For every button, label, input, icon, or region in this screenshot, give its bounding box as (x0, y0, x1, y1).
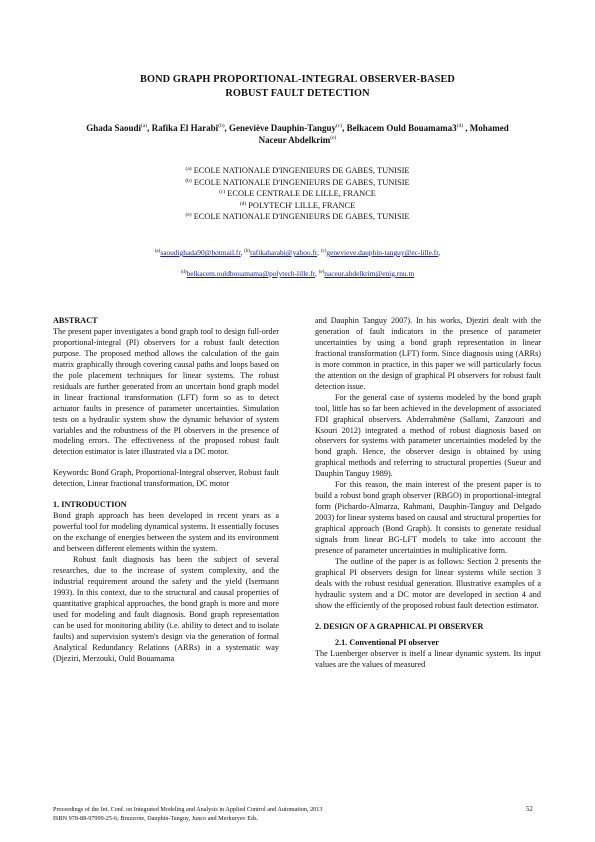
paragraph: and Dauphin Tanguy 2007). In his works, Djeziri dealt with the generation of fault indicators in the presence of parameter uncertainties by using a bond graph representation in linear fractional transformation (LFT) form. Since diagnosis using (ARRs) is more common in practice, in this paper we will particularly focus the attention on the design of graphical PI observers for robust fault detection issue. (315, 316, 541, 391)
affiliation-marker: (a) (185, 166, 192, 172)
email-link-3[interactable]: genevieve.dauphin-tanguy@ec-lille.fr (326, 248, 439, 257)
affiliation-text: ECOLE CENTRALE DE LILLE, FRANCE (227, 189, 376, 199)
keywords: Keywords: Bond Graph, Proportional-Integral observer, Robust fault detection, Linear fractional transformation, DC motor (53, 468, 279, 489)
affiliation (120, 177, 475, 189)
author-marker: (b) (218, 123, 225, 129)
email-row-1: $^{(a)}$saoudighada90@hotmail.fr, $^{(b)}$rafikaharabi@yahoo.fr, $^{(c)}$genevieve.dauphin-tanguy@ec-lille.fr, (154, 248, 441, 257)
author-name: , Rafika El Harabi (147, 123, 219, 133)
email-marker: (d) (180, 270, 187, 275)
email-marker: (a) (154, 249, 161, 254)
affiliation-list (120, 165, 475, 223)
right-column (315, 316, 541, 671)
subsection-heading: 2.1. Conventional PI observer (335, 637, 439, 647)
author-list (50, 122, 545, 146)
paragraph: The outline of the paper is as follows: Section 2 presents the graphical PI observers design for linear systems while section 3 deals with the robust residual generation. Illustrative examples of a hydraulic system and a DC motor are developed in section 4 and show the efficiently of the proposed robust fault detection estimator. (315, 556, 541, 610)
author-marker: (a) (140, 123, 148, 129)
email-link-1[interactable]: saoudighada90@hotmail.fr (160, 248, 241, 257)
paragraph: Bond graph approach has been developed in recent years as a powerful tool for modeling dynamical systems. It essentially focuses on the exchange of energies between the system and its environment and between different elements within the system. (53, 511, 279, 554)
abstract-heading: ABSTRACT (53, 316, 98, 325)
affiliation-marker: (c) (219, 189, 226, 196)
email-link-5[interactable]: naceur.abdelkrim@enig.rnu.tn (324, 269, 415, 278)
affiliation (120, 188, 475, 200)
paragraph: The Luenberger observer is itself a linear dynamic system. Its input values are the values of measured (315, 648, 541, 669)
paper-title (60, 73, 535, 100)
title-line-2: ROBUST FAULT DETECTION (225, 87, 370, 99)
author-name: Naceur Abdelkrim (258, 135, 331, 145)
paragraph: Robust fault diagnosis has been the subject of several researches, due to the increase of system complexity, and the industrial requirement around the safety and the yield (Isermann 1993). In this context, due to the structural and causal properties of quantitative graphical approaches, the bond graph is more and more used for modeling and fault diagnosis. Bond graph representation can be used for monitoring ability (i.e. ability to detect and to isolate faults) and supervision system's design via the generation of formal Analytical Redundancy Relations (ARRs) in a systematic way (Djeziri, Merzouki, Ould Bouamama (53, 555, 279, 663)
author-marker: (c) (335, 123, 343, 129)
email-link-2[interactable]: rafikaharabi@yahoo.fr (250, 248, 318, 257)
author-name: , Belkacem Ould Bouamama3 (342, 123, 457, 133)
page-footer (53, 806, 322, 823)
affiliation (120, 200, 475, 212)
email-marker: (c) (320, 249, 327, 254)
affiliation (120, 211, 475, 223)
footer-isbn: ISBN 978-88-97999-25-6; Bruzzone, Dauphin-Tanguy, Junco and Merkuryev Eds. (53, 814, 259, 822)
email-list (40, 248, 555, 290)
author-name: Ghada Saoudi (86, 123, 141, 133)
email-link-4[interactable]: belkacem.ouldbouamama@polytech-lille.fr (186, 269, 316, 278)
affiliation-text: ECOLE NATIONALE D'INGENIEURS DE GABES, TUNISIE (193, 177, 410, 187)
affiliation-text: ECOLE NATIONALE D'INGENIEURS DE GABES, TUNISIE (193, 212, 410, 222)
author-name: , Geneviève Dauphin-Tanguy (224, 123, 336, 133)
author-line-1 (50, 122, 545, 134)
abstract-text: The present paper investigates a bond graph tool to design full-order proportional-integral (PI) observers for a robust fault detection purpose. The proposed method allows the calculation of the gain matrix graphically through covering causal paths and loops based on the pole placement techniques for linear systems. The robust residuals are further generated from an uncertain bond graph model in linear fractional transformation (LFT) form so as to detect actuator faults in presence of parameter uncertainties. Simulation tests on a hydraulic system show the dynamic behavior of system variables and the robustness of the PI observers in the presence of modeling errors. The effectiveness of the proposed robust fault detection estimator is later illustrated via a DC motor. (53, 326, 279, 457)
email-marker: (e) (318, 270, 325, 275)
affiliation-marker: (e) (185, 212, 192, 219)
author-line-2 (50, 134, 545, 146)
email-marker: (b) (244, 249, 251, 254)
title-line-1: BOND GRAPH PROPORTIONAL-INTEGRAL OBSERVER-BASED (140, 74, 455, 85)
paragraph: For the general case of systems modeled by the bond graph tool, little has so far been achieved in the development of associated FDI graphical observers. Abderrahmène (Sallami, Zanzouri and Ksouri 2012) integrated a method of robust diagnosis based on observers for systems with parameter uncertainties modeled by the bond graph. Hence, the observer design is obtained by using graphical methods and referring to structural properties (Sueur and Dauphin Tanguy 1989). (315, 392, 541, 479)
section-heading-introduction: 1. INTRODUCTION (53, 500, 127, 510)
affiliation-marker: (d) (239, 200, 247, 207)
affiliation-marker: (b) (185, 177, 192, 184)
author-marker: (e) (330, 135, 337, 141)
section-heading-design: 2. DESIGN OF A GRAPHICAL PI OBSERVER (315, 621, 484, 631)
affiliation-text: ECOLE NATIONALE D'INGENIEURS DE GABES, TUNISIE (193, 166, 410, 175)
footer-proceedings: Proceedings of the Int. Conf. on Integrated Modeling and Analysis in Applied Control and Automation, 2013 (53, 806, 323, 813)
author-name: , Mohamed (463, 123, 509, 133)
email-row-2: $^{(d)}$belkacem.ouldbouamama@polytech-lille.fr, $^{(e)}$naceur.abdelkrim@enig.rnu.tn (180, 269, 415, 278)
page-number: 52 (526, 806, 533, 813)
left-column (53, 316, 279, 665)
affiliation (120, 165, 475, 177)
author-marker: (d) (456, 123, 464, 129)
affiliation-text: POLYTECH' LILLE, FRANCE (248, 200, 356, 210)
paragraph: For this reason, the main interest of the present paper is to build a robust bond graph observer (RBGO) in proportional-integral form (Pichardo-Almarza, Rahmani, Dauphin-Tanguy and Delgado 2003) for linear systems based on causal and structural properties for graphical approach (Bond Graph). It consists to generate residual signals from linear BG-LFT models to take into account the presence of parameter uncertainties in multiplicative form. (315, 480, 541, 556)
